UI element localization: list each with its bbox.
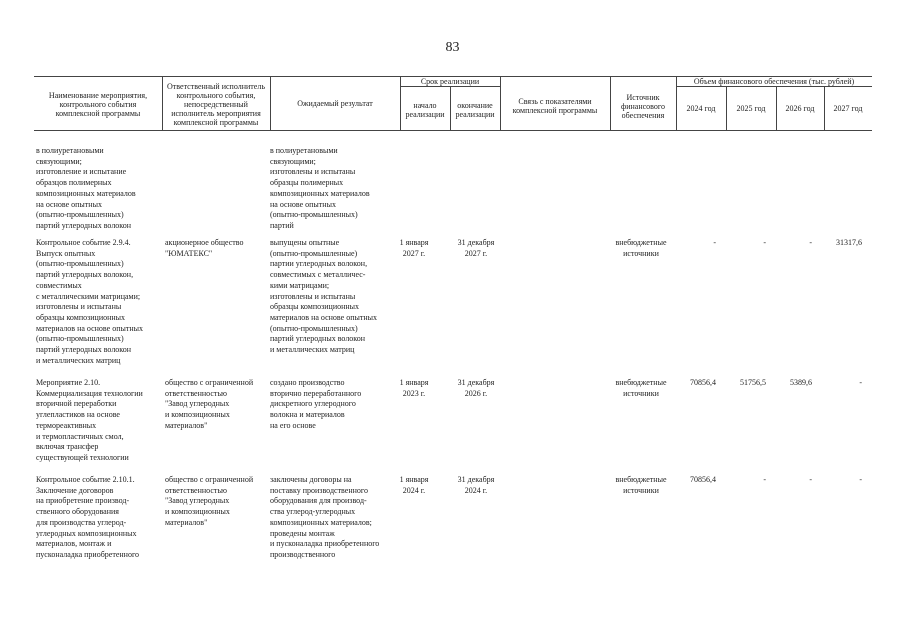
row-amount-2024: 70856,4: [690, 475, 716, 484]
header-year-2024: 2024 год: [686, 103, 716, 113]
row-name: в полиуретановыми связующими; изготовление и испытание образцов полимерных композиционных материалов на основе опытных (опытно-промышленных) партий углеродных волокон: [36, 146, 136, 230]
row-name: Мероприятие 2.10. Коммерциализация технологии вторичной переработки углепластиков на основе термореактивных и термопластичных смол, включая трансфер существующей технологии: [36, 378, 143, 462]
row-start-date: 1 января 2023 г.: [399, 378, 429, 398]
row-result: в полиуретановыми связующими; изготовлены и испытаны образцы полимерных композиционных материалов на основе опытных (опытно-промышленных) партий: [270, 146, 370, 230]
page-number: 83: [445, 40, 460, 55]
row-end-date: 31 декабря 2026 г.: [457, 378, 495, 398]
row-amount-2024: -: [713, 238, 716, 247]
row-amount-2027: 31317,6: [836, 238, 862, 247]
row-name: Контрольное событие 2.10.1. Заключение договоров на приобретение производ- ственного оборудования для производства углерод- углеродных композиционных материалов, монтаж и пусконаладка приобретенного: [36, 475, 140, 559]
row-funding-source: внебюджетные источники: [615, 378, 667, 398]
row-funding-source: внебюджетные источники: [615, 238, 667, 258]
row-amount-2027: -: [859, 378, 862, 387]
row-amount-2025: -: [763, 238, 766, 247]
row-result: заключены договоры на поставку производственного оборудования для производ- ства углерод-углеродных композиционных материалов; проведены монтаж и пусконаладка приобретенного производственного: [270, 475, 380, 559]
header-year-2027: 2027 год: [833, 103, 863, 113]
row-responsible: общество с ограниченной ответственностью "Завод углеродных и композиционных материалов": [165, 378, 254, 430]
row-amount-2026: -: [809, 238, 812, 247]
row-end-date: 31 декабря 2027 г.: [457, 238, 495, 258]
header-bottom-border: [34, 130, 872, 131]
row-amount-2026: 5389,6: [790, 378, 812, 387]
row-responsible: акционерное общество "ЮМАТЕКС": [165, 238, 244, 258]
row-result: выпущены опытные (опытно-промышленные) партии углеродных волокон, совместимых с металличес- кими матрицами; изготовлены и испытаны образцы композиционных материалов на основе опытных (опытно-промышленных) партий углеродных волокон и металлических матриц: [270, 238, 378, 355]
header-period-group: Срок реализации: [420, 76, 480, 86]
row-amount-2027: -: [859, 475, 862, 484]
row-amount-2025: -: [763, 475, 766, 484]
row-end-date: 31 декабря 2024 г.: [457, 475, 495, 495]
header-finance-group: Объем финансового обеспечения (тыс. рублей): [693, 76, 855, 86]
table-header: [34, 76, 872, 130]
header-responsible: Ответственный исполнитель контрольного события, непосредственный исполнитель мероприятия комплексной программы: [167, 81, 265, 127]
header-funding-source: Источник финансового обеспечения: [621, 92, 665, 120]
header-name: Наименование мероприятия, контрольного события комплексной программы: [48, 90, 148, 118]
row-result: создано производство вторично переработанного дискретного углеродного волокна и материалов на его основе: [270, 378, 362, 430]
row-start-date: 1 января 2027 г.: [399, 238, 429, 258]
header-year-2026: 2026 год: [785, 103, 815, 113]
row-responsible: общество с ограниченной ответственностью "Завод углеродных и композиционных материалов": [165, 475, 254, 527]
row-amount-2024: 70856,4: [690, 378, 716, 387]
row-funding-source: внебюджетные источники: [615, 475, 667, 495]
header-start: начало реализации: [405, 101, 445, 119]
row-name: Контрольное событие 2.9.4. Выпуск опытных (опытно-промышленных) партий углеродных волокон, совместимых с металлическими матрицами; изготовлены и испытаны образцы композиционных материалов на основе опытных (опытно-промышленных) партий углеродных волокон и металлических матриц: [36, 238, 144, 365]
header-result: Ожидаемый результат: [297, 98, 373, 108]
row-amount-2025: 51756,5: [740, 378, 766, 387]
row-amount-2026: -: [809, 475, 812, 484]
header-indicator-link: Связь с показателями комплексной программы: [512, 97, 598, 115]
row-start-date: 1 января 2024 г.: [399, 475, 429, 495]
header-end: окончание реализации: [455, 101, 495, 119]
header-year-2025: 2025 год: [736, 103, 766, 113]
